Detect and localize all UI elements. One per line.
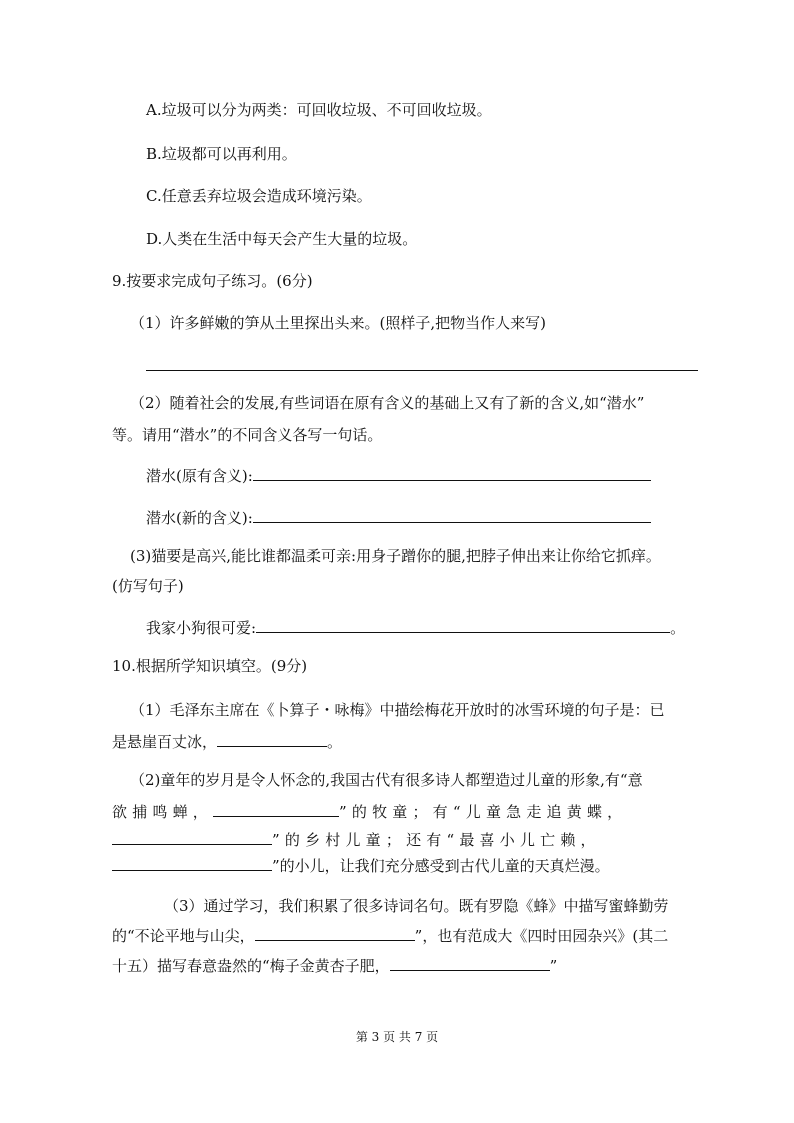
closing-quote: ” [549,957,558,975]
q9-title: 9.按要求完成句子练习。(6分) [112,272,313,290]
q8-option-d: D.人类在生活中每天会产生大量的垃圾。 [146,230,418,248]
period: 。 [327,733,343,751]
new-meaning-blank[interactable] [253,506,651,523]
q10-part1-line1: （1）毛泽东主席在《卜算子・咏梅》中描绘梅花开放时的冰雪环境的句子是：已 [130,701,665,719]
poem-text: 是悬崖百丈冰， [112,733,218,751]
poem-text: 的“不论平地与山尖， [112,927,255,945]
q9-part2-prompt-line2: 等。请用“潜水”的不同含义各写一句话。 [112,426,383,444]
q8-option-a: A.垃圾可以分为两类：可回收垃圾、不可回收垃圾。 [146,101,492,119]
q10-part3-line2 [112,924,668,946]
plum-apricot-blank[interactable] [390,954,550,971]
q8-option-b: B.垃圾都可以再利用。 [146,145,297,163]
q10-part3-line1: （3）通过学习，我们积累了很多诗词名句。既有罗隐《蜂》中描写蜜蜂勤劳 [164,897,669,915]
poem-text: 十五）描写春意盎然的“梅子金黄杏子肥， [112,957,390,975]
poem-text: ”的乡村儿童；还有“最喜小儿亡赖， [272,831,601,849]
q10-part2-line1: （2)童年的岁月是令人怀念的,我国古代有很多诗人都塑造过儿童的形象,有“意 [130,771,643,789]
q10-part2-line4 [112,854,610,876]
new-meaning-label: 潜水(新的含义): [146,509,253,527]
q9-part3-answer [146,616,685,638]
poem-text: ”，也有范成大《四时田园杂兴》(其二 [414,927,669,945]
q9-part3-prompt-line2: (仿写句子) [112,577,184,595]
q10-title: 10.根据所学知识填空。(9分) [112,657,308,675]
q10-part2-line3 [112,828,601,850]
period: 。 [670,619,686,637]
poem-text: ”的小儿，让我们充分感受到古代儿童的天真烂漫。 [272,857,610,875]
original-meaning-blank[interactable] [253,464,651,481]
original-meaning-label: 潜水(原有含义): [146,467,253,485]
q9-part3-prompt-line1: (3)猫要是高兴,能比谁都温柔可亲:用身子蹭你的腿,把脖子伸出来让你给它抓痒。 [130,547,661,565]
dog-sentence-label: 我家小狗很可爱: [146,619,257,637]
q10-part1-line2 [112,730,342,752]
poem-text: 欲捕鸣蝉， [112,803,214,821]
herd-boy-blank[interactable] [213,800,339,817]
q9-part1-answer-line[interactable] [146,370,698,371]
dog-sentence-blank[interactable] [256,616,670,633]
q9-part2-prompt-line1: （2）随着社会的发展,有些词语在原有含义的基础上又有了新的含义,如“潜水” [130,394,645,412]
q9-part2-original-meaning [146,464,651,486]
q10-part3-line3 [112,954,557,976]
page-number: 第 3 页 共 7 页 [355,1030,439,1044]
plum-poem-blank[interactable] [217,730,327,747]
bee-poem-blank[interactable] [255,924,415,941]
village-children-blank[interactable] [112,828,272,845]
q8-option-c: C.任意丢弃垃圾会造成环境污染。 [146,187,372,205]
q9-part2-new-meaning [146,506,651,528]
little-child-blank[interactable] [112,854,272,871]
q9-part1-prompt: （1）许多鲜嫩的笋从土里探出头来。(照样子,把物当作人来写) [130,314,547,332]
q10-part2-line2 [112,800,627,822]
poem-text: ”的牧童；有“儿童急走追黄蝶， [339,803,628,821]
